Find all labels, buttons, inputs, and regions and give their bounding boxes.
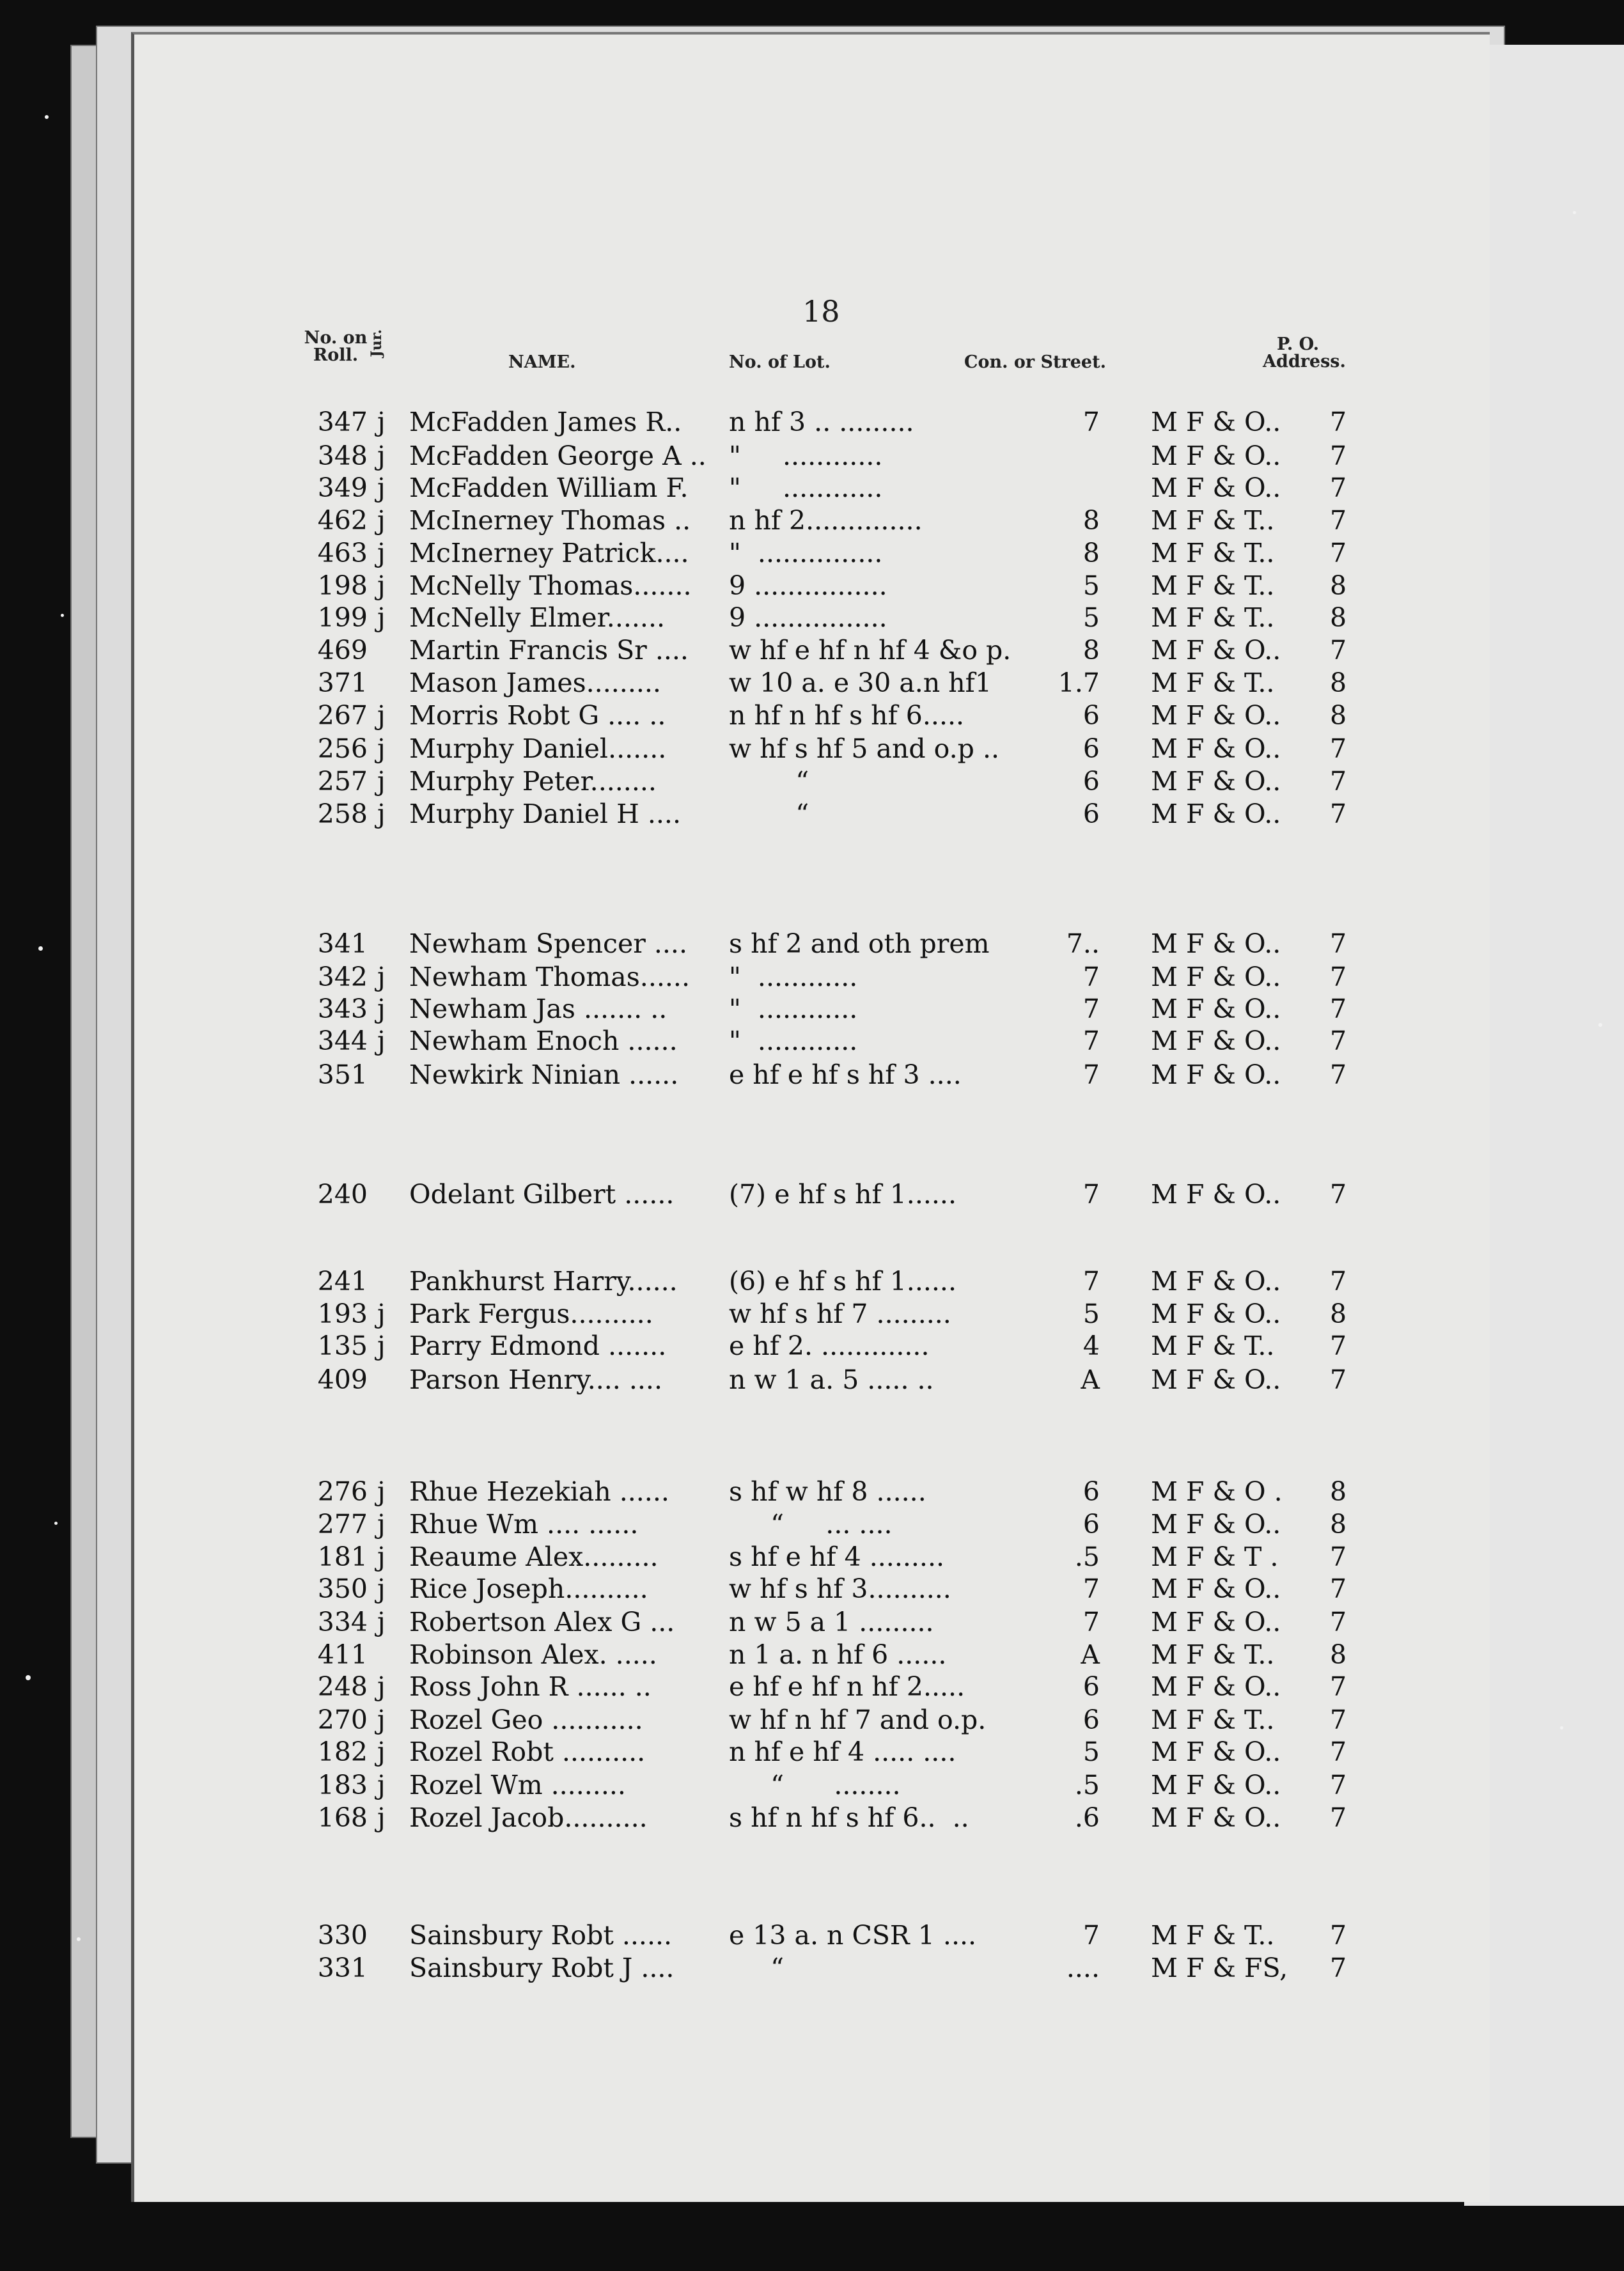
- name-cell: Reaume Alex.........: [409, 1541, 659, 1572]
- jur-mark: j: [377, 1736, 386, 1767]
- scan-speck: [26, 1675, 31, 1680]
- con-cell: 7: [1082, 1179, 1100, 1210]
- po-number: 8: [1330, 1639, 1347, 1670]
- name-cell: Ross John R ...... ..: [409, 1671, 652, 1702]
- lot-cell: w hf n hf 7 and o.p.: [729, 1705, 987, 1735]
- roll-number: 350: [317, 1573, 368, 1604]
- scan-speck: [1560, 1726, 1563, 1729]
- name-cell: Rozel Wm .........: [409, 1770, 626, 1800]
- roll-number: 348: [317, 441, 368, 471]
- table-row: [307, 1059, 1368, 1091]
- lot-cell: w hf e hf n hf 4 &o p.: [729, 635, 1011, 666]
- roll-number: 267: [317, 700, 368, 731]
- po-address: M F & O..: [1151, 1671, 1281, 1702]
- page-number: 18: [802, 294, 840, 329]
- lot-cell: " ............: [729, 441, 883, 471]
- po-number: 8: [1330, 1476, 1347, 1507]
- po-number: 7: [1330, 1802, 1347, 1833]
- name-cell: Murphy Daniel.......: [409, 733, 667, 764]
- name-cell: McFadden William F.: [409, 472, 689, 503]
- lot-cell: " ...............: [729, 538, 883, 568]
- po-number: 7: [1330, 928, 1347, 959]
- lot-cell: s hf n hf s hf 6.. ..: [729, 1802, 969, 1833]
- lot-cell: " ............: [729, 994, 858, 1024]
- roll-number: 168: [317, 1802, 368, 1833]
- jur-mark: j: [377, 962, 386, 992]
- jur-mark: j: [377, 1802, 386, 1833]
- name-cell: Parry Edmond .......: [409, 1331, 667, 1361]
- name-cell: Rhue Wm .... ......: [409, 1509, 639, 1540]
- jur-mark: j: [377, 1705, 386, 1735]
- table-row: [307, 1952, 1368, 1984]
- po-number: 7: [1330, 1364, 1347, 1395]
- po-number: 7: [1330, 505, 1347, 536]
- po-number: 7: [1330, 799, 1347, 829]
- con-cell: 8: [1082, 538, 1100, 568]
- name-cell: McInerney Thomas ..: [409, 505, 691, 536]
- po-address: M F & O..: [1151, 1607, 1281, 1637]
- roll-number: 341: [317, 928, 368, 959]
- po-address: M F & O..: [1151, 1179, 1281, 1210]
- po-address: M F & O..: [1151, 1059, 1281, 1090]
- po-address: M F & O..: [1151, 962, 1281, 992]
- roll-number: 469: [317, 635, 368, 666]
- header-lot: No. of Lot.: [729, 352, 831, 372]
- con-cell: ....: [1066, 1953, 1100, 1983]
- po-number: 8: [1330, 700, 1347, 731]
- name-cell: McInerney Patrick....: [409, 538, 689, 568]
- po-number: 7: [1330, 1059, 1347, 1090]
- table-row: [307, 634, 1368, 666]
- po-number: 7: [1330, 1705, 1347, 1735]
- table-row: [307, 765, 1368, 797]
- table-row: [307, 961, 1368, 993]
- po-address: M F & T .: [1151, 1541, 1279, 1572]
- roll-number: 257: [317, 766, 368, 797]
- name-cell: Rozel Geo ...........: [409, 1705, 643, 1735]
- lot-cell: " ............: [729, 962, 858, 992]
- table-row: [307, 1671, 1368, 1703]
- con-cell: 7: [1082, 1573, 1100, 1604]
- po-address: M F & T..: [1151, 1331, 1275, 1361]
- po-address: M F & O..: [1151, 1299, 1281, 1329]
- lot-cell: s hf 2 and oth prem: [729, 928, 990, 959]
- jur-mark: j: [377, 441, 386, 471]
- roll-number: 256: [317, 733, 368, 764]
- po-address: M F & O..: [1151, 1266, 1281, 1297]
- jur-mark: j: [377, 538, 386, 568]
- roll-number: 182: [317, 1736, 368, 1767]
- con-cell: 7: [1082, 1059, 1100, 1090]
- header-jur: Jur.: [368, 329, 385, 357]
- po-address: M F & O..: [1151, 1802, 1281, 1833]
- roll-number: 371: [317, 667, 368, 698]
- po-number: 7: [1330, 1026, 1347, 1056]
- header-roll: No. on Roll.: [304, 328, 368, 365]
- roll-number: 347: [317, 407, 368, 437]
- name-cell: McNelly Thomas.......: [409, 570, 692, 601]
- table-row: [307, 1508, 1368, 1540]
- jur-mark: j: [377, 1299, 386, 1329]
- lot-cell: " ............: [729, 472, 883, 503]
- lot-cell: " ............: [729, 1026, 858, 1056]
- roll-number: 351: [317, 1059, 368, 1090]
- po-address: M F & T..: [1151, 602, 1275, 633]
- lot-cell: “ ........: [729, 1770, 901, 1800]
- po-address: M F & O..: [1151, 700, 1281, 731]
- name-cell: Robertson Alex G ...: [409, 1607, 675, 1637]
- con-cell: 6: [1082, 700, 1100, 731]
- jur-mark: j: [377, 472, 386, 503]
- po-address: M F & O..: [1151, 635, 1281, 666]
- con-cell: 1.7: [1058, 667, 1100, 698]
- po-number: 7: [1330, 1541, 1347, 1572]
- roll-number: 258: [317, 799, 368, 829]
- table-row: [307, 993, 1368, 1025]
- roll-number: 277: [317, 1509, 368, 1540]
- roll-number: 183: [317, 1770, 368, 1800]
- po-address: M F & O..: [1151, 407, 1281, 437]
- lot-cell: e hf e hf s hf 3 ....: [729, 1059, 962, 1090]
- roll-number: 199: [317, 602, 368, 633]
- con-cell: 7: [1082, 1266, 1100, 1297]
- table-row: [307, 798, 1368, 830]
- table-row: [307, 537, 1368, 569]
- con-cell: 6: [1082, 733, 1100, 764]
- con-cell: 7: [1082, 1026, 1100, 1056]
- con-cell: 8: [1082, 635, 1100, 666]
- roll-number: 276: [317, 1476, 368, 1507]
- po-number: 8: [1330, 602, 1347, 633]
- con-cell: A: [1081, 1639, 1100, 1670]
- name-cell: McFadden James R..: [409, 407, 682, 437]
- po-number: 8: [1330, 667, 1347, 698]
- name-cell: McFadden George A ..: [409, 441, 707, 471]
- lot-cell: n hf 2..............: [729, 505, 923, 536]
- po-number: 7: [1330, 472, 1347, 503]
- con-cell: 6: [1082, 1705, 1100, 1735]
- roll-number: 193: [317, 1299, 368, 1329]
- name-cell: Newkirk Ninian ......: [409, 1059, 679, 1090]
- con-cell: 8: [1082, 505, 1100, 536]
- po-address: M F & O..: [1151, 928, 1281, 959]
- jur-mark: j: [377, 799, 386, 829]
- jur-mark: j: [377, 1026, 386, 1056]
- lot-cell: n hf n hf s hf 6.....: [729, 700, 965, 731]
- table-row: [307, 602, 1368, 634]
- po-number: 7: [1330, 1671, 1347, 1702]
- po-address: M F & O..: [1151, 1770, 1281, 1800]
- table-row: [307, 440, 1368, 472]
- name-cell: Newham Jas ....... ..: [409, 994, 668, 1024]
- table-row: [307, 699, 1368, 731]
- lot-cell: n hf e hf 4 ..... ....: [729, 1736, 956, 1767]
- name-cell: Newham Spencer ....: [409, 928, 687, 959]
- lot-cell: n w 5 a 1 .........: [729, 1607, 934, 1637]
- name-cell: Murphy Daniel H ....: [409, 799, 681, 829]
- lot-cell: n w 1 a. 5 ..... ..: [729, 1364, 934, 1395]
- roll-number: 334: [317, 1607, 368, 1637]
- roll-number: 135: [317, 1331, 368, 1361]
- po-number: 7: [1330, 1770, 1347, 1800]
- table-row: [307, 1736, 1368, 1768]
- name-cell: Murphy Peter........: [409, 766, 657, 797]
- po-number: 7: [1330, 1179, 1347, 1210]
- con-cell: A: [1081, 1364, 1100, 1395]
- roll-number: 463: [317, 538, 368, 568]
- jur-mark: j: [377, 1331, 386, 1361]
- jur-mark: j: [377, 766, 386, 797]
- jur-mark: j: [377, 1607, 386, 1637]
- jur-mark: j: [377, 407, 386, 437]
- table-row: [307, 1541, 1368, 1573]
- po-address: M F & O..: [1151, 766, 1281, 797]
- con-cell: 4: [1082, 1331, 1100, 1361]
- roll-number: 349: [317, 472, 368, 503]
- lot-cell: “: [729, 1953, 785, 1983]
- con-cell: 5: [1082, 1736, 1100, 1767]
- po-address: M F & T..: [1151, 538, 1275, 568]
- jur-mark: j: [377, 700, 386, 731]
- scan-speck: [1573, 211, 1576, 214]
- po-number: 7: [1330, 994, 1347, 1024]
- table-row: [307, 1025, 1368, 1057]
- po-number: 7: [1330, 733, 1347, 764]
- lot-cell: w hf s hf 7 .........: [729, 1299, 951, 1329]
- table-row: [307, 570, 1368, 602]
- po-address: M F & T..: [1151, 1705, 1275, 1735]
- name-cell: Sainsbury Robt ......: [409, 1920, 673, 1951]
- table-row: [307, 667, 1368, 699]
- roll-number: 343: [317, 994, 368, 1024]
- jur-mark: j: [377, 1476, 386, 1507]
- lot-cell: n 1 a. n hf 6 ......: [729, 1639, 947, 1670]
- con-cell: 7: [1082, 994, 1100, 1024]
- lot-cell: (6) e hf s hf 1......: [729, 1266, 956, 1297]
- con-cell: .5: [1074, 1770, 1100, 1800]
- po-number: 7: [1330, 1736, 1347, 1767]
- po-address: M F & T..: [1151, 505, 1275, 536]
- table-row: [307, 1178, 1368, 1210]
- po-address: M F & O..: [1151, 733, 1281, 764]
- header-con: Con. or Street.: [964, 352, 1106, 372]
- lot-cell: s hf e hf 4 .........: [729, 1541, 945, 1572]
- po-address: M F & T..: [1151, 1639, 1275, 1670]
- con-cell: 7..: [1066, 928, 1100, 959]
- lot-cell: “: [729, 799, 809, 829]
- po-address: M F & T..: [1151, 667, 1275, 698]
- name-cell: Park Fergus..........: [409, 1299, 653, 1329]
- lot-cell: s hf w hf 8 ......: [729, 1476, 926, 1507]
- po-address: M F & O..: [1151, 1026, 1281, 1056]
- po-address: M F & T..: [1151, 1920, 1275, 1951]
- con-cell: 5: [1082, 570, 1100, 601]
- lot-cell: e hf 2. .............: [729, 1331, 930, 1361]
- name-cell: Robinson Alex. .....: [409, 1639, 657, 1670]
- con-cell: .5: [1074, 1541, 1100, 1572]
- name-cell: McNelly Elmer.......: [409, 602, 666, 633]
- name-cell: Newham Thomas......: [409, 962, 690, 992]
- con-cell: 7: [1082, 962, 1100, 992]
- roll-number: 240: [317, 1179, 368, 1210]
- table-row: [307, 1704, 1368, 1736]
- con-cell: 6: [1082, 1671, 1100, 1702]
- table-row: [307, 1769, 1368, 1801]
- lot-cell: “ ... ....: [729, 1509, 893, 1540]
- table-row: [307, 1476, 1368, 1508]
- scan-speck: [45, 115, 49, 119]
- jur-mark: j: [377, 1573, 386, 1604]
- roll-number: 241: [317, 1266, 368, 1297]
- roll-number: 330: [317, 1920, 368, 1951]
- con-cell: 5: [1082, 602, 1100, 633]
- po-number: 7: [1330, 1331, 1347, 1361]
- po-number: 7: [1330, 1920, 1347, 1951]
- scan-speck: [38, 946, 43, 951]
- name-cell: Mason James.........: [409, 667, 661, 698]
- po-number: 7: [1330, 407, 1347, 437]
- lot-cell: 9 ................: [729, 602, 887, 633]
- roll-number: 198: [317, 570, 368, 601]
- jur-mark: j: [377, 994, 386, 1024]
- table-row: [307, 1573, 1368, 1605]
- lot-cell: w 10 a. e 30 a.n hf1: [729, 667, 992, 698]
- po-address: M F & O..: [1151, 799, 1281, 829]
- jur-mark: j: [377, 570, 386, 601]
- con-cell: 6: [1082, 766, 1100, 797]
- header-po-address: P. O. Address.: [1263, 334, 1346, 371]
- roll-number: 342: [317, 962, 368, 992]
- po-number: 7: [1330, 635, 1347, 666]
- name-cell: Martin Francis Sr ....: [409, 635, 689, 666]
- jur-mark: j: [377, 733, 386, 764]
- po-number: 7: [1330, 1573, 1347, 1604]
- po-number: 7: [1330, 1266, 1347, 1297]
- jur-mark: j: [377, 505, 386, 536]
- roll-number: 270: [317, 1705, 368, 1735]
- lot-cell: n hf 3 .. .........: [729, 407, 914, 437]
- lot-cell: “: [729, 766, 809, 797]
- table-row: [307, 406, 1368, 438]
- con-cell: 6: [1082, 1509, 1100, 1540]
- name-cell: Rozel Robt ..........: [409, 1736, 646, 1767]
- jur-mark: j: [377, 1541, 386, 1572]
- po-address: M F & O..: [1151, 472, 1281, 503]
- name-cell: Sainsbury Robt J ....: [409, 1953, 675, 1983]
- scan-speck: [77, 1937, 81, 1941]
- con-cell: 7: [1082, 1920, 1100, 1951]
- po-number: 8: [1330, 570, 1347, 601]
- con-cell: 6: [1082, 799, 1100, 829]
- table-row: [307, 1330, 1368, 1362]
- name-cell: Newham Enoch ......: [409, 1026, 678, 1056]
- roll-number: 462: [317, 505, 368, 536]
- name-cell: Odelant Gilbert ......: [409, 1179, 675, 1210]
- lot-cell: 9 ................: [729, 570, 887, 601]
- name-cell: Rhue Hezekiah ......: [409, 1476, 669, 1507]
- scan-speck: [1598, 1023, 1602, 1027]
- con-cell: 5: [1082, 1299, 1100, 1329]
- table-row: [307, 1298, 1368, 1330]
- po-number: 7: [1330, 1607, 1347, 1637]
- table-row: [307, 1639, 1368, 1671]
- header-name: NAME.: [508, 352, 576, 372]
- po-address: M F & O..: [1151, 441, 1281, 471]
- po-number: 7: [1330, 538, 1347, 568]
- table-row: [307, 1919, 1368, 1951]
- table-row: [307, 1265, 1368, 1297]
- con-cell: .6: [1074, 1802, 1100, 1833]
- lot-cell: e 13 a. n CSR 1 ....: [729, 1920, 977, 1951]
- jur-mark: j: [377, 602, 386, 633]
- name-cell: Parson Henry.... ....: [409, 1364, 662, 1395]
- con-cell: 6: [1082, 1476, 1100, 1507]
- name-cell: Rozel Jacob..........: [409, 1802, 648, 1833]
- table-row: [307, 1606, 1368, 1638]
- con-cell: 7: [1082, 407, 1100, 437]
- jur-mark: j: [377, 1671, 386, 1702]
- scan-speck: [61, 614, 64, 617]
- po-address: M F & T..: [1151, 570, 1275, 601]
- roll-number: 181: [317, 1541, 368, 1572]
- jur-mark: j: [377, 1770, 386, 1800]
- scan-speck: [54, 1522, 58, 1525]
- roll-number: 411: [317, 1639, 368, 1670]
- po-address: M F & O..: [1151, 1509, 1281, 1540]
- po-address: M F & FS,: [1151, 1953, 1288, 1983]
- table-row: [307, 1364, 1368, 1396]
- lot-cell: w hf s hf 3..........: [729, 1573, 951, 1604]
- table-row: [307, 733, 1368, 765]
- lot-cell: e hf e hf n hf 2.....: [729, 1671, 965, 1702]
- name-cell: Pankhurst Harry......: [409, 1266, 678, 1297]
- po-address: M F & O..: [1151, 994, 1281, 1024]
- table-row: [307, 472, 1368, 504]
- po-number: 7: [1330, 766, 1347, 797]
- name-cell: Rice Joseph..........: [409, 1573, 648, 1604]
- po-address: M F & O..: [1151, 1736, 1281, 1767]
- po-address: M F & O..: [1151, 1364, 1281, 1395]
- roll-number: 344: [317, 1026, 368, 1056]
- table-row: [307, 1802, 1368, 1834]
- jur-mark: j: [377, 1509, 386, 1540]
- table-row: [307, 928, 1368, 960]
- po-number: 7: [1330, 1953, 1347, 1983]
- name-cell: Morris Robt G .... ..: [409, 700, 666, 731]
- po-address: M F & O..: [1151, 1573, 1281, 1604]
- po-number: 8: [1330, 1509, 1347, 1540]
- lot-cell: (7) e hf s hf 1......: [729, 1179, 956, 1210]
- po-number: 7: [1330, 441, 1347, 471]
- roll-number: 409: [317, 1364, 368, 1395]
- roll-number: 331: [317, 1953, 368, 1983]
- table-row: [307, 504, 1368, 536]
- con-cell: 7: [1082, 1607, 1100, 1637]
- po-number: 8: [1330, 1299, 1347, 1329]
- po-number: 7: [1330, 962, 1347, 992]
- roll-number: 248: [317, 1671, 368, 1702]
- lot-cell: w hf s hf 5 and o.p ..: [729, 733, 1000, 764]
- po-address: M F & O .: [1151, 1476, 1283, 1507]
